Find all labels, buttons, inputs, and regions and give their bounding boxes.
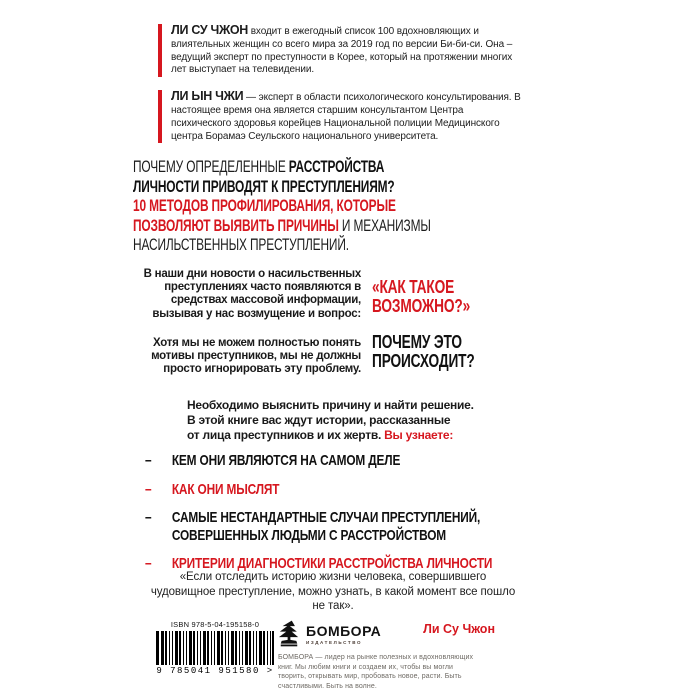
- list-item: – КЕМ ОНИ ЯВЛЯЮТСЯ НА САМОМ ДЕЛЕ: [145, 452, 497, 470]
- headline-line: ПОЗВОЛЯЮТ ВЫЯВИТЬ ПРИЧИНЫ И МЕХАНИЗМЫ: [133, 215, 431, 235]
- question-column: [372, 277, 542, 370]
- publisher-name: БОМБОРА: [306, 622, 382, 639]
- author-bio-1: [158, 24, 526, 77]
- list-item: – КРИТЕРИИ ДИАГНОСТИКИ РАССТРОЙСТВА ЛИЧНОСТИ: [145, 555, 497, 573]
- list-item: – КАК ОНИ МЫСЛЯТ: [145, 481, 497, 499]
- headline-line: ЛИЧНОСТИ ПРИВОДЯТ К ПРЕСТУПЛЕНИЯМ?: [133, 176, 395, 196]
- bullet-list: [145, 452, 497, 584]
- author-bio-text: входит в ежегодный список 100 вдохновляющих и влиятельных женщин со всего мира за 2019 год по версии Би-би-си. Она – ведущий эксперт по преступности в Корее, который на протяжении многих лет выступает на телевидении.: [171, 26, 513, 76]
- barcode: [156, 631, 274, 665]
- quote-text: «Если отследить историю жизни человека, совершившего чудовищное преступление, можно узнать, в какой момент все пошло не так».: [150, 571, 516, 612]
- author-bios: [158, 24, 526, 143]
- you-will-learn-label: Вы узнаете:: [384, 428, 454, 442]
- publisher-block: [278, 620, 478, 691]
- publisher-description: БОМБОРА — лидер на рынке полезных и вдохновляющих книг. Мы любим книги и создаем их, чтобы вы могли творить, открывать мир, пробовать новое, расти. Быть счастливыми. Быть на волне.: [278, 654, 474, 690]
- headline-line: ПОЧЕМУ ОПРЕДЕЛЕННЫЕ РАССТРОЙСТВА: [133, 157, 385, 176]
- headline: [133, 157, 431, 255]
- barcode-digits: 9 785041 951580 >: [156, 666, 274, 676]
- headline-line: 10 МЕТОДОВ ПРОФИЛИРОВАНИЯ, КОТОРЫЕ: [133, 196, 396, 215]
- headline-line: НАСИЛЬСТВЕННЫХ ПРЕСТУПЛЕНИЙ.: [133, 235, 349, 254]
- author-bio-2: [158, 90, 526, 143]
- intro-paragraph-2: Хотя мы не можем полностью понять мотивы преступников, мы не должны просто игнорировать эту проблему.: [151, 336, 361, 376]
- bonsai-tree-icon: [278, 620, 300, 647]
- isbn-label: ISBN 978-5-04-195158-0: [170, 620, 260, 629]
- intro-paragraph-1: В наши дни новости о насильственных преступлениях часто появляются в средствах массовой информации, вызывая у нас возмущение и вопрос:: [143, 268, 361, 320]
- solution-paragraph: Необходимо выяснить причину и найти решение. В этой книге вас ждут истории, рассказанные от лица преступников и их жертв. Вы узнаете:: [187, 398, 474, 442]
- author-bio-text: — эксперт в области психологического консультирования. В настоящее время она является старшим консультантом Центра психического здоровья корейцев Национальной полиции Медицинского центра Борамаэ Сеульского национального университета.: [171, 92, 521, 142]
- list-item: – САМЫЕ НЕСТАНДАРТНЫЕ СЛУЧАИ ПРЕСТУПЛЕНИЙ, СОВЕРШЕННЫХ ЛЮДЬМИ С РАССТРОЙСТВОМ: [145, 509, 497, 544]
- publisher-type: ИЗДАТЕЛЬСТВО: [306, 639, 363, 645]
- question-red: «КАК ТАКОЕ ВОЗМОЖНО?»: [372, 276, 471, 316]
- intro-column: [133, 268, 361, 392]
- author-name: ЛИ СУ ЧЖОН: [171, 23, 249, 37]
- author-name: ЛИ ЫН ЧЖИ: [171, 89, 244, 104]
- question-black: ПОЧЕМУ ЭТО ПРОИСХОДИТ?: [372, 331, 475, 371]
- quote-attribution: Ли Су Чжон: [423, 621, 495, 636]
- publisher-logo: [278, 620, 478, 647]
- isbn-block: [156, 620, 274, 676]
